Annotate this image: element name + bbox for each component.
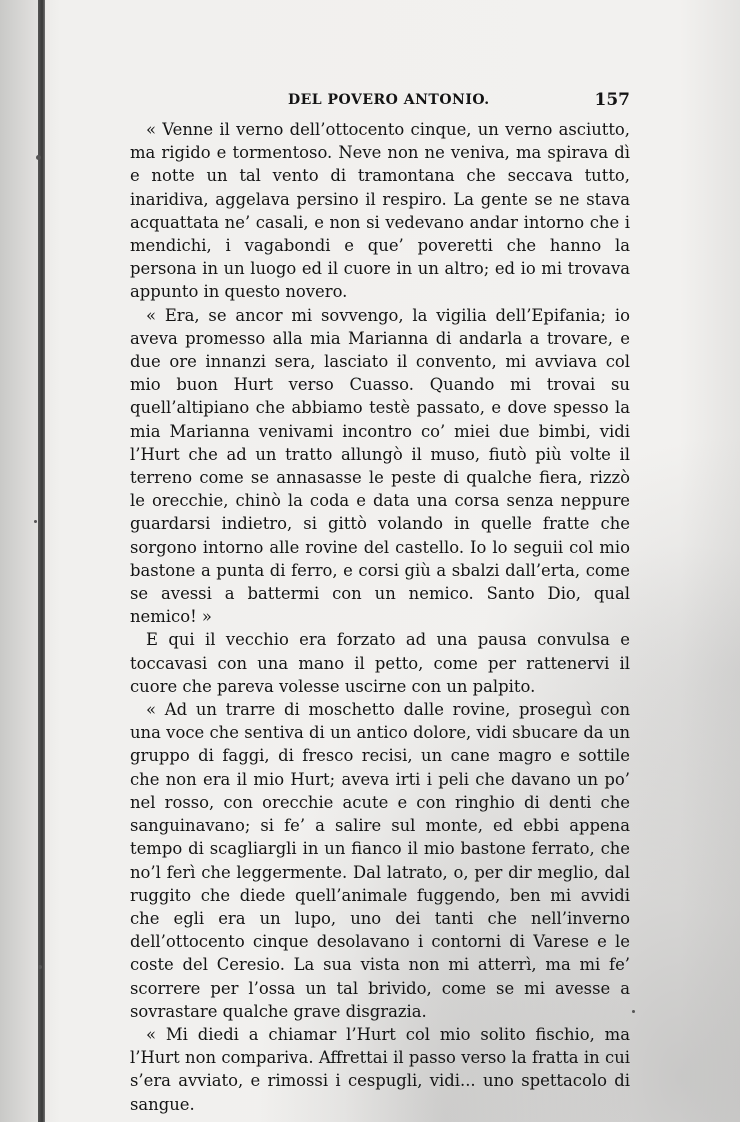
page-number: 157 [594,90,630,110]
paragraph: « Era, se ancor mi sovvengo, la vigilia dell’Epifania; io aveva promesso alla mia Marianna di andarla a trovare, e due ore innanzi sera, lasciato il convento, mi avviava col mio buon Hurt verso Cuasso. Quando mi trovai su quell’altipiano che abbiamo testè passato, e dove spesso la mia Marianna venivami incontro co’ miei due bimbi, vidi l’Hurt che ad un tratto allungò il muso, fiutò più volte il terreno come se annasasse le peste di qualche fiera, rizzò le orecchie, chinò la coda e data una corsa senza neppure guardarsi indietro, si gittò volando in quelle fratte che sorgono intorno alle rovine del castello. Io lo seguii col mio bastone a punta di ferro, e corsi giù a sbalzi dall’erta, come se avessi a battermi con un nemico. Santo Dio, qual nemico! » [130,305,630,627]
running-head: DEL POVERO ANTONIO. [288,92,490,108]
paragraph: « Mi diedi a chiamar l’Hurt col mio solito fischio, ma l’Hurt non compariva. Affrettai il passo verso la fratta in cui s’era avviato, e rimossi i cespugli, vidi... uno spettacolo di sangue. [130,1024,630,1114]
ink-speck [38,965,42,969]
body-text [130,118,630,1116]
paragraph: E qui il vecchio era forzato ad una pausa convulsa e toccavasi con una mano il petto, come per rattenervi il cuore che pareva volesse uscirne con un palpito. [130,630,630,696]
paragraph: « Venne il verno dell’ottocento cinque, un verno asciutto, ma rigido e tormentoso. Neve non ne veniva, ma spirava dì e notte un tal vento di tramontana che seccava tutto, inaridiva, aggelava persino il respiro. La gente se ne stava acquattata ne’ casali, e non si vedevano andar intorno che i mendichi, i vagabondi e que’ poveretti che hanno la persona in un luogo ed il cuore in un altro; ed io mi trovava appunto in questo novero. [130,120,630,302]
ink-speck [36,155,41,160]
ink-speck [34,520,37,523]
page-header [130,92,630,114]
paragraph: « Ad un trarre di moschetto dalle rovine, proseguì con una voce che sentiva di un antico dolore, vidi sbucare da un gruppo di faggi, di fresco recisi, un cane magro e sottile che non era il mio Hurt; aveva irti i peli che davano un po’ nel rosso, con orecchie acute e con ringhio di denti che sanguinavano; si fe’ a salire sul monte, ed ebbi appena tempo di scagliargli in un fianco il mio bastone ferrato, che no’l ferì che leggermente. Dal latrato, o, per dir meglio, dal ruggito che diede quell’animale fuggendo, ben mi avvidi che egli era un lupo, uno dei tanti che nell’inverno dell’ottocento cinque desolavano i contorni di Varese e le coste del Ceresio. La sua vista non mi atterrì, ma mi fe’ scorrere per l’ossa un tal brivido, come se mi avesse a sovrastare qualche grave disgrazia. [130,700,630,1021]
gutter-shadow [0,0,38,1122]
ink-speck [632,1010,635,1013]
binding-edge [38,0,45,1122]
